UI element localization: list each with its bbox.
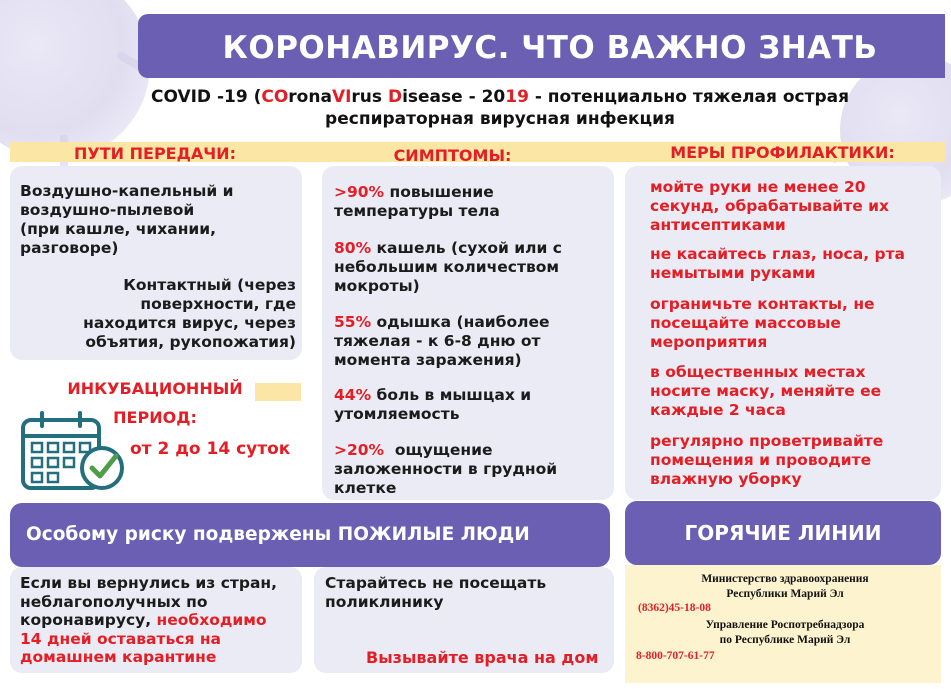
prevention-item-3: ограничьте контакты, не посещайте массовые мероприятия bbox=[650, 295, 875, 351]
prevention-item-1: мойте руки не менее 20 секунд, обрабатывайте их антисептиками bbox=[650, 178, 890, 234]
calendar-check-icon bbox=[20, 410, 126, 492]
transmission-airborne: Воздушно-капельный и воздушно-пылевой (при кашле, чихании, разговоре) bbox=[20, 182, 234, 257]
risk-banner bbox=[10, 503, 610, 567]
subtitle bbox=[60, 86, 940, 130]
symptom-2: 80% кашель (сухой или с небольшим количеством мокроты) bbox=[334, 239, 562, 295]
subtitle-line2: респираторная вирусная инфекция bbox=[325, 109, 675, 129]
risk-banner-text: Особому риску подвержены ПОЖИЛЫЕ ЛЮДИ bbox=[26, 524, 530, 545]
prevention-item-2: не касайтесь глаз, носа, рта немытыми руками bbox=[650, 245, 906, 282]
transmission-heading: ПУТИ ПЕРЕДАЧИ: bbox=[74, 144, 236, 163]
return-advice: Если вы вернулись из стран, неблагополучных по коронавирусу, необходимо 14 дней оставаться на домашнем карантине bbox=[20, 574, 278, 666]
symptom-4: 44% боль в мышцах и утомляемость bbox=[334, 386, 532, 423]
prevention-item-4: в общественных местах носите маску, меняйте ее каждые 2 часа bbox=[650, 363, 882, 419]
incubation-heading: ИНКУБАЦИОННЫЙ ПЕРИОД: bbox=[67, 379, 243, 427]
symptoms-heading: СИМПТОМЫ: bbox=[393, 146, 512, 165]
hotline-org-2: Управление Роспотребнадзора по Республике Марий Эл bbox=[705, 619, 865, 646]
incubation-value: от 2 до 14 суток bbox=[130, 439, 291, 459]
hotlines-banner bbox=[625, 501, 941, 565]
prevention-item-5: регулярно проветривайте помещения и проводите влажную уборку bbox=[650, 432, 884, 488]
hotline-phone-1[interactable]: (8362)45-18-08 bbox=[638, 602, 711, 614]
symptom-5: >20% ощущение заложенности в грудной клетке bbox=[334, 441, 558, 497]
hotline-org-1: Министерство здравоохранения Республики Марий Эл bbox=[701, 573, 869, 600]
call-doctor-text: Вызывайте врача на дом bbox=[366, 648, 599, 667]
hotline-phone-2[interactable]: 8-800-707-61-77 bbox=[636, 650, 715, 662]
page-title: КОРОНАВИРУС. ЧТО ВАЖНО ЗНАТЬ bbox=[222, 30, 878, 66]
clinic-advice: Старайтесь не посещать поликлинику bbox=[325, 574, 547, 611]
hotlines-banner-text: ГОРЯЧИЕ ЛИНИИ bbox=[684, 521, 882, 545]
prevention-heading: МЕРЫ ПРОФИЛАКТИКИ: bbox=[670, 143, 895, 162]
subtitle-line1: COVID -19 (COronaVIrus Disease - 2019 - потенциально тяжелая острая bbox=[150, 87, 850, 107]
symptom-1: >90% повышение температуры тела bbox=[334, 183, 500, 220]
symptom-3: 55% одышка (наиболее тяжелая - к 6-8 дню от момента заражения) bbox=[334, 313, 550, 369]
virus-decoration-left bbox=[0, 0, 150, 160]
transmission-contact: Контактный (через поверхности, где находится вирус, через объятия, рукопожатия) bbox=[83, 276, 296, 351]
